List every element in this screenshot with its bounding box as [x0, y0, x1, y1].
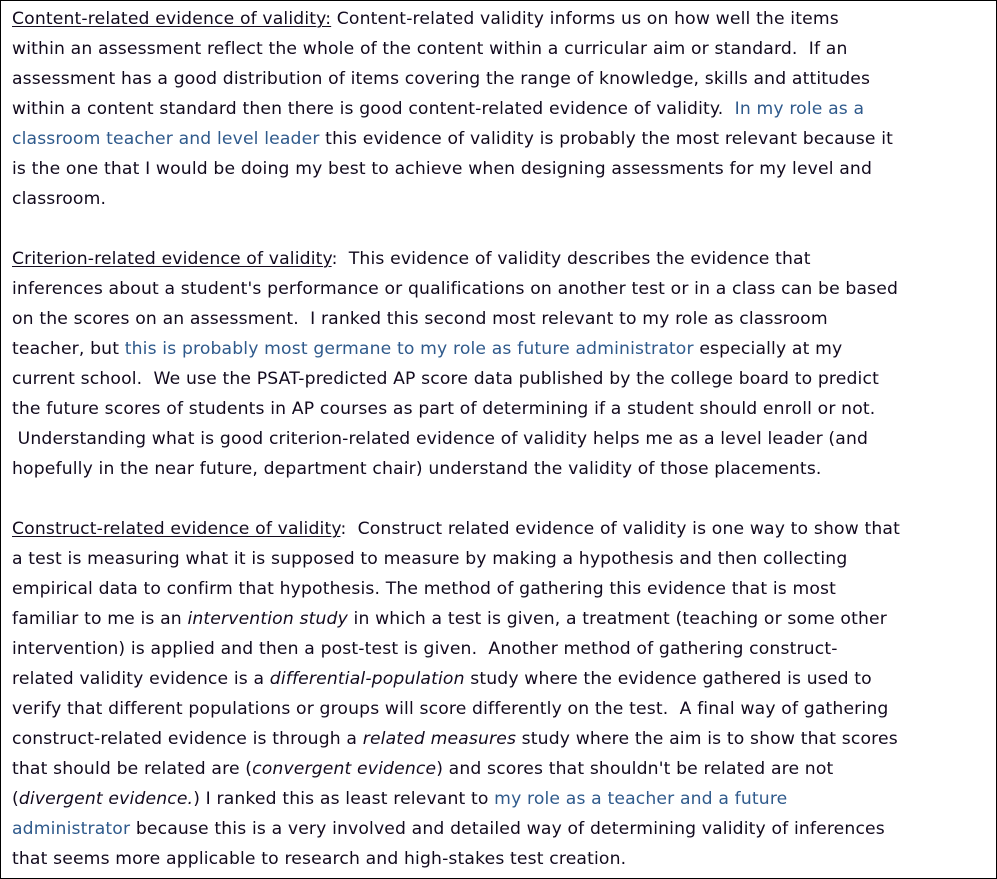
paragraph-gap: [12, 214, 982, 244]
section-heading: Criterion-related evidence of validity: [12, 249, 332, 269]
section-criterion-related: [12, 244, 982, 484]
text-run: familiar to me is an: [12, 609, 188, 629]
text-line: [12, 604, 982, 634]
text-line: [12, 664, 982, 694]
text-line: [12, 184, 982, 214]
text-line: [12, 544, 982, 574]
text-line: [12, 124, 982, 154]
text-line: [12, 424, 982, 454]
text-run: inferences about a student's performance or qualifications on another test or in a class can be based: [12, 279, 899, 299]
text-line: [12, 154, 982, 184]
text-run: : This evidence of validity describes the evidence that: [331, 249, 811, 269]
text-run: in which a test is given, a treatment (teaching or some other: [347, 609, 887, 629]
text-line: [12, 304, 982, 334]
text-line: [12, 694, 982, 724]
text-line: [12, 364, 982, 394]
text-run: : Construct related evidence of validity is one way to show that: [340, 519, 900, 539]
text-line: [12, 514, 982, 544]
text-line: [12, 844, 982, 874]
text-run: ) and scores that shouldn't be related are not: [436, 759, 834, 779]
text-line: [12, 574, 982, 604]
text-run: ) I ranked this as least relevant to: [193, 789, 495, 809]
section-construct-related: [12, 514, 982, 874]
text-run: this evidence of validity is probably the most relevant because it: [319, 129, 894, 149]
text-run: especially at my: [693, 339, 843, 359]
highlighted-text: administrator: [12, 819, 131, 839]
paragraph-gap: [12, 484, 982, 514]
text-run: within an assessment reflect the whole of the content within a curricular aim or standard. If an: [12, 39, 848, 59]
section-content-related: [12, 4, 982, 214]
document-body: [12, 4, 982, 874]
italic-term: related measures: [362, 729, 517, 749]
text-run: Understanding what is good criterion-related evidence of validity helps me as a level leader (and: [12, 429, 869, 449]
text-run: that should be related are (: [12, 759, 253, 779]
section-heading: Construct-related evidence of validity: [12, 519, 341, 539]
text-run: (: [12, 789, 19, 809]
italic-term: convergent evidence: [252, 759, 437, 779]
text-run: current school. We use the PSAT-predicted AP score data published by the college board to predict: [12, 369, 879, 389]
text-line: [12, 634, 982, 664]
text-run: within a content standard then there is good content-related evidence of validity.: [12, 99, 735, 119]
text-run: empirical data to confirm that hypothesis. The method of gathering this evidence that is most: [12, 579, 837, 599]
text-line: [12, 274, 982, 304]
text-run: is the one that I would be doing my best to achieve when designing assessments for my level and: [12, 159, 873, 179]
text-run: assessment has a good distribution of items covering the range of knowledge, skills and attitudes: [12, 69, 871, 89]
text-run: on the scores on an assessment. I ranked this second most relevant to my role as classroom: [12, 309, 828, 329]
text-line: [12, 784, 982, 814]
text-run: Content-related validity informs us on how well the items: [331, 9, 839, 29]
text-run: study where the aim is to show that scores: [516, 729, 898, 749]
italic-term: intervention study: [187, 609, 348, 629]
text-line: [12, 4, 982, 34]
text-line: [12, 94, 982, 124]
highlighted-text: In my role as a: [734, 99, 865, 119]
text-line: [12, 454, 982, 484]
text-line: [12, 244, 982, 274]
text-run: construct-related evidence is through a: [12, 729, 363, 749]
highlighted-text: classroom teacher and level leader: [12, 129, 320, 149]
text-line: [12, 64, 982, 94]
text-line: [12, 814, 982, 844]
text-run: because this is a very involved and detailed way of determining validity of inferences: [130, 819, 885, 839]
text-line: [12, 334, 982, 364]
text-line: [12, 754, 982, 784]
text-line: [12, 34, 982, 64]
text-run: related validity evidence is a: [12, 669, 270, 689]
text-run: verify that different populations or groups will score differently on the test. A final way of gathering: [12, 699, 889, 719]
text-run: a test is measuring what it is supposed to measure by making a hypothesis and then collecting: [12, 549, 848, 569]
text-run: study where the evidence gathered is used to: [464, 669, 872, 689]
text-line: [12, 394, 982, 424]
italic-term: differential-population: [269, 669, 465, 689]
italic-term: divergent evidence.: [18, 789, 194, 809]
highlighted-text: this is probably most germane to my role as future administrator: [124, 339, 694, 359]
text-run: the future scores of students in AP courses as part of determining if a student should enroll or not.: [12, 399, 876, 419]
text-run: intervention) is applied and then a post-test is given. Another method of gathering construct-: [12, 639, 838, 659]
text-run: hopefully in the near future, department chair) understand the validity of those placements.: [12, 459, 822, 479]
text-run: teacher, but: [12, 339, 125, 359]
text-line: [12, 724, 982, 754]
text-run: that seems more applicable to research and high-stakes test creation.: [12, 849, 627, 869]
text-run: classroom.: [12, 189, 107, 209]
section-heading: Content-related evidence of validity:: [12, 9, 332, 29]
highlighted-text: my role as a teacher and a future: [494, 789, 788, 809]
